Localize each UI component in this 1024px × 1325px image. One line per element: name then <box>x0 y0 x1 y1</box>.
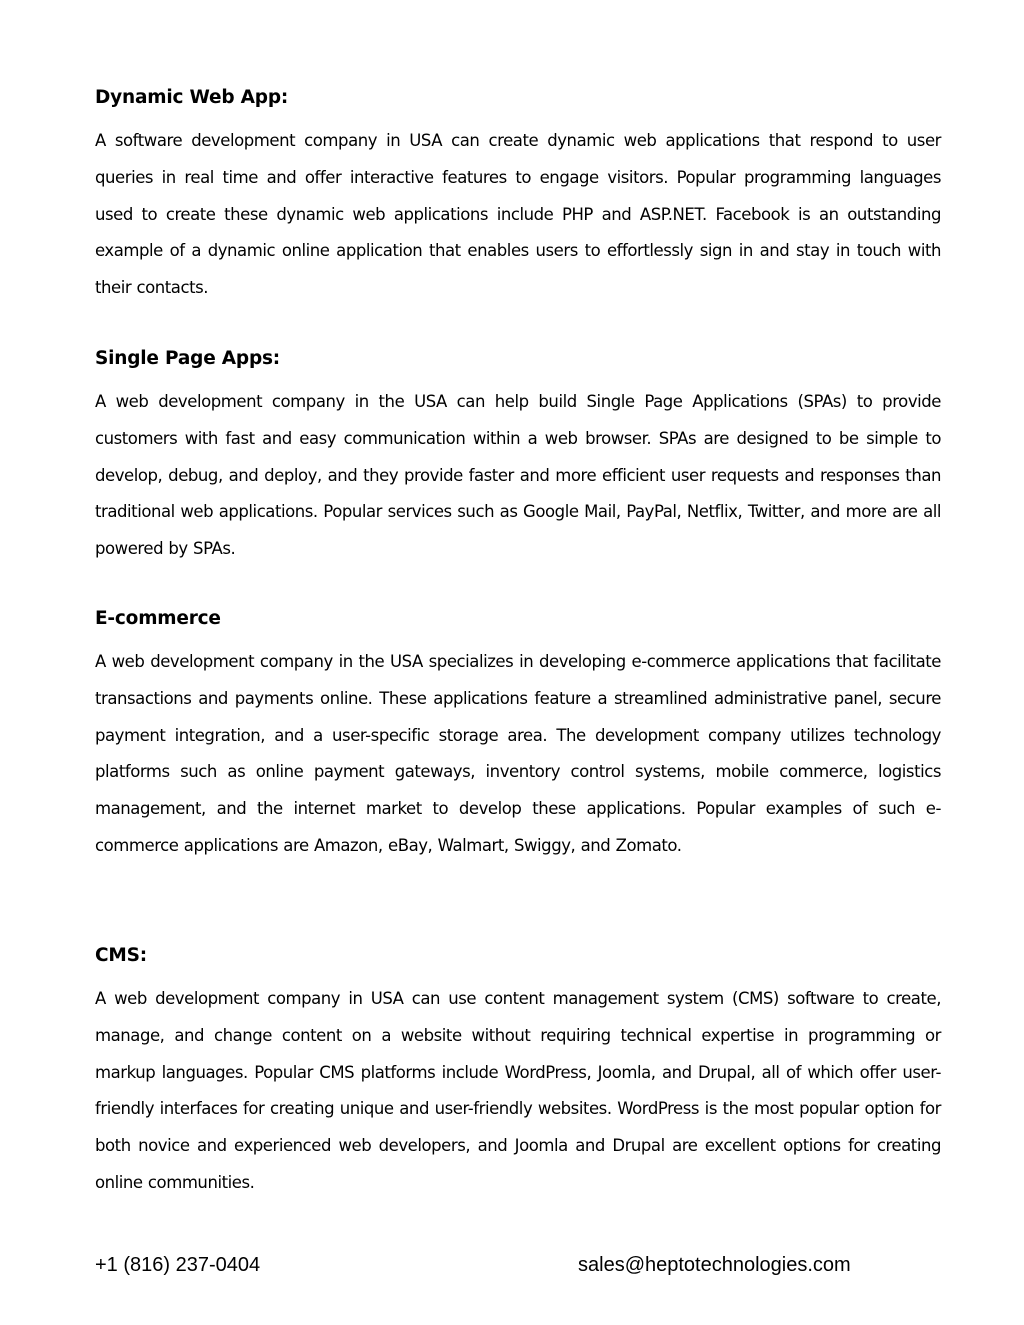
section-body: A software development company in USA can create dynamic web applications that respond to user queries in real time and offer interactive features to engage visitors. Popular programming languages used to create these dynamic web applications include PHP and ASP.NET. Facebook is an outstanding example of a dynamic online application that enables users to effortlessly sign in and stay in touch with their contacts. <box>95 131 941 298</box>
section-dynamic-web-app <box>95 86 941 307</box>
section-body: A web development company in the USA can help build Single Page Applications (SPAs) to provide customers with fast and easy communication within a web browser. SPAs are designed to be simple to develop, debug, and deploy, and they provide faster and more efficient user requests and responses than traditional web applications. Popular services such as Google Mail, PayPal, Netflix, Twitter, and more are all powered by SPAs. <box>95 392 941 559</box>
section-cms <box>95 944 941 1202</box>
section-heading: Dynamic Web App: <box>95 87 289 108</box>
section-heading: CMS: <box>95 945 147 966</box>
section-single-page-apps <box>95 347 941 568</box>
section-heading: Single Page Apps: <box>95 348 280 369</box>
section-e-commerce <box>95 607 941 865</box>
footer-email: sales@heptotechnologies.com <box>578 1254 851 1276</box>
section-body: A web development company in the USA specializes in developing e-commerce applications that facilitate transactions and payments online. These applications feature a streamlined administrative panel, secure payment integration, and a user-specific storage area. The development company utilizes technology platforms such as online payment gateways, inventory control systems, mobile commerce, logistics management, and the internet market to develop these applications. Popular examples of such e-commerce applications are Amazon, eBay, Walmart, Swiggy, and Zomato. <box>95 652 941 855</box>
section-body: A web development company in USA can use content management system (CMS) software to create, manage, and change content on a website without requiring technical expertise in programming or markup languages. Popular CMS platforms include WordPress, Joomla, and Drupal, all of which offer user-friendly interfaces for creating unique and user-friendly websites. WordPress is the most popular option for both novice and experienced web developers, and Joomla and Drupal are excellent options for creating online communities. <box>95 989 941 1192</box>
section-heading: E-commerce <box>95 608 221 629</box>
footer-phone: +1 (816) 237-0404 <box>95 1254 261 1276</box>
